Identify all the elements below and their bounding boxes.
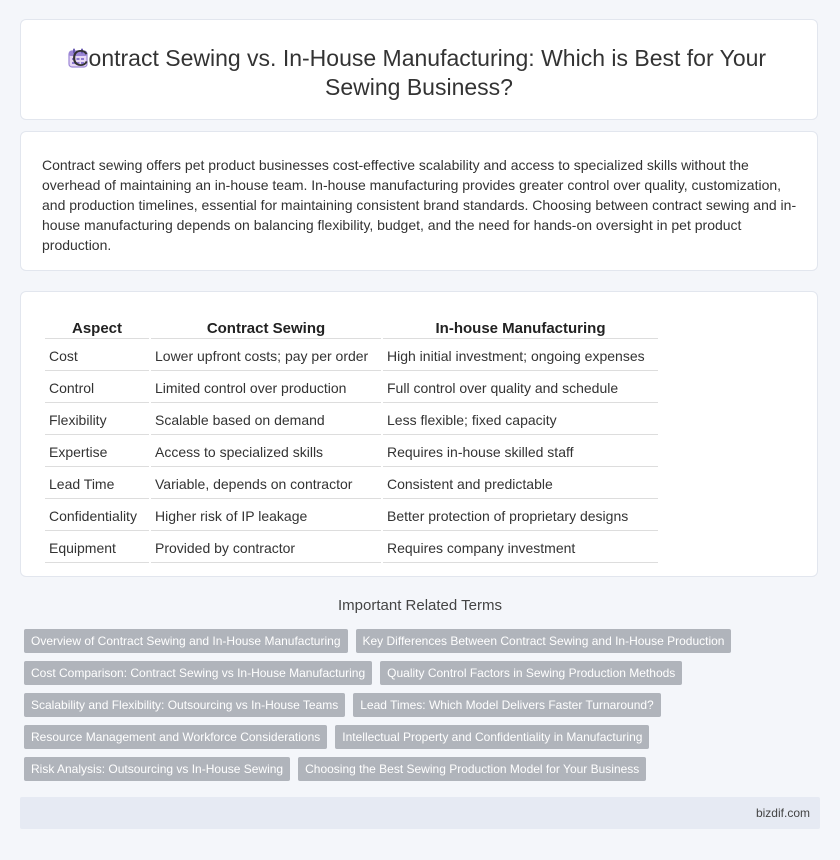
site-name: bizdif.com <box>755 806 810 820</box>
table-cell: Lead Time <box>45 469 149 499</box>
table-cell: Confidentiality <box>45 501 149 531</box>
table-cell: Expertise <box>45 437 149 467</box>
table-cell: Control <box>45 373 149 403</box>
table-row <box>45 373 658 403</box>
table-cell: High initial investment; ongoing expenses <box>383 341 658 371</box>
related-term-link[interactable]: Choosing the Best Sewing Production Model for Your Business <box>298 757 646 781</box>
table-cell: Requires in-house skilled staff <box>383 437 658 467</box>
related-term-link[interactable]: Cost Comparison: Contract Sewing vs In-House Manufacturing <box>24 661 372 685</box>
related-terms-list <box>24 629 824 789</box>
table-cell: Access to specialized skills <box>151 437 381 467</box>
summary-text: Contract sewing offers pet product businesses cost-effective scalability and access to specialized skills without the overhead of maintaining an in-house team. In-house manufacturing provides greater control over quality, customization, and production timelines, essential for maintaining consistent brand standards. Choosing between contract sewing and in-house manufacturing depends on balancing flexibility, budget, and the need for hands-on oversight in pet product production. <box>42 157 797 253</box>
comparison-card <box>20 291 818 577</box>
table-row <box>45 437 658 467</box>
table-cell: Lower upfront costs; pay per order <box>151 341 381 371</box>
table-row <box>45 341 658 371</box>
related-term-link[interactable]: Quality Control Factors in Sewing Production Methods <box>380 661 682 685</box>
table-cell: Consistent and predictable <box>383 469 658 499</box>
table-cell: Higher risk of IP leakage <box>151 501 381 531</box>
footer <box>20 797 820 829</box>
table-cell: Limited control over production <box>151 373 381 403</box>
related-term-link[interactable]: Key Differences Between Contract Sewing and In-House Production <box>356 629 732 653</box>
table-cell: Full control over quality and schedule <box>383 373 658 403</box>
comparison-table <box>43 315 660 565</box>
page-title: Contract Sewing vs. In-House Manufacturing: Which is Best for Your Sewing Business? <box>71 45 767 100</box>
table-cell: Requires company investment <box>383 533 658 563</box>
related-term-link[interactable]: Risk Analysis: Outsourcing vs In-House Sewing <box>24 757 290 781</box>
table-cell: Better protection of proprietary designs <box>383 501 658 531</box>
table-header-row <box>45 317 658 339</box>
table-row <box>45 405 658 435</box>
table-cell: Flexibility <box>45 405 149 435</box>
related-term-link[interactable]: Overview of Contract Sewing and In-House Manufacturing <box>24 629 348 653</box>
summary-card <box>20 131 818 271</box>
table-row <box>45 533 658 563</box>
table-cell: Equipment <box>45 533 149 563</box>
table-cell: Cost <box>45 341 149 371</box>
table-cell: Provided by contractor <box>151 533 381 563</box>
header-card <box>20 19 818 120</box>
related-term-link[interactable]: Scalability and Flexibility: Outsourcing vs In-House Teams <box>24 693 345 717</box>
column-header: Contract Sewing <box>151 317 381 339</box>
table-cell: Variable, depends on contractor <box>151 469 381 499</box>
table-row <box>45 501 658 531</box>
column-header: Aspect <box>45 317 149 339</box>
related-term-link[interactable]: Lead Times: Which Model Delivers Faster Turnaround? <box>353 693 660 717</box>
table-row <box>45 469 658 499</box>
column-header: In-house Manufacturing <box>383 317 658 339</box>
table-cell: Scalable based on demand <box>151 405 381 435</box>
table-cell: Less flexible; fixed capacity <box>383 405 658 435</box>
related-term-link[interactable]: Intellectual Property and Confidentiality in Manufacturing <box>335 725 649 749</box>
related-terms-title: Important Related Terms <box>338 597 502 614</box>
related-term-link[interactable]: Resource Management and Workforce Considerations <box>24 725 327 749</box>
